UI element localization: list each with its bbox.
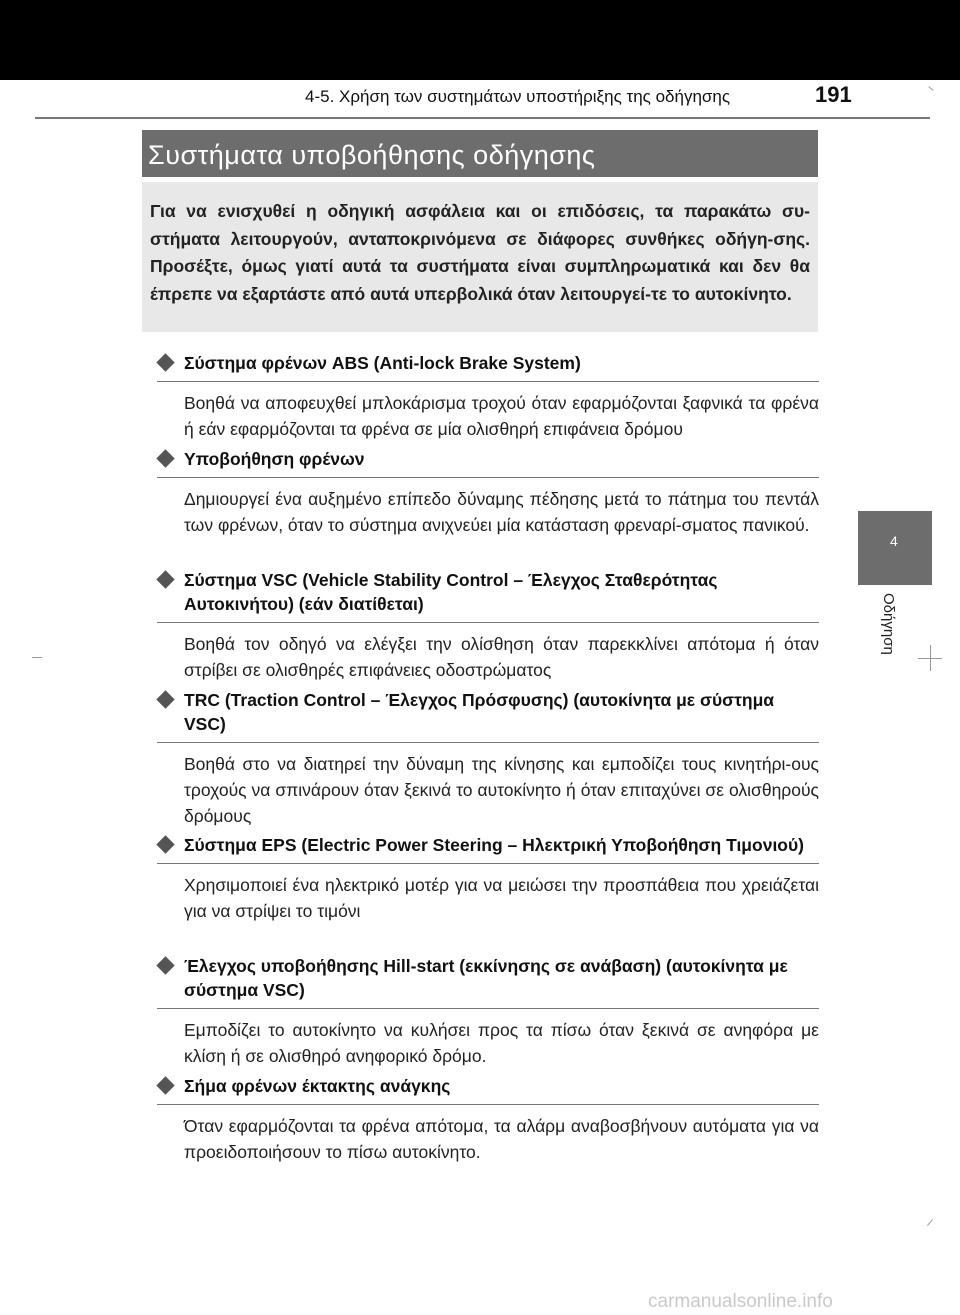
watermark: carmanualsonline.info (648, 1291, 833, 1312)
feature-description: Όταν εφαρμόζονται τα φρένα απότομα, τα αλάρμ αναβοσβήνουν αυτόματα για να προειδοποιήσουν το πίσω αυτοκίνητο. (184, 1116, 819, 1162)
crop-mark (927, 1219, 933, 1226)
feature-item-abs (157, 351, 819, 442)
feature-item-trc (157, 688, 819, 829)
feature-heading: TRC (Traction Control – Έλεγχος Πρόσφυσης) (αυτοκίνητα με σύστημα VSC) (184, 690, 775, 734)
section-title: Συστήματα υποβοήθησης οδήγησης (142, 130, 818, 177)
feature-item-vsc (157, 568, 819, 683)
chapter-number: 4 (890, 533, 898, 549)
feature-heading: Σύστημα VSC (Vehicle Stability Control – Έλεγχος Σταθερότητας Αυτοκινήτου) (εάν διατίθεται) (184, 570, 718, 614)
diamond-bullet-icon (156, 353, 174, 371)
header-divider (35, 117, 930, 119)
feature-divider (157, 742, 819, 743)
feature-heading: Υποβοήθηση φρένων (184, 449, 365, 469)
diamond-bullet-icon (156, 690, 174, 708)
feature-divider (157, 622, 819, 623)
feature-divider (157, 863, 819, 864)
chapter-label: Οδήγηση (880, 593, 897, 655)
diamond-bullet-icon (156, 1076, 174, 1094)
feature-heading: Σύστημα EPS (Electric Power Steering – Ηλεκτρική Υποβοήθηση Τιμονιού) (184, 835, 805, 855)
chapter-tab (858, 511, 932, 585)
feature-heading: Σύστημα φρένων ABS (Anti-lock Brake System) (184, 353, 581, 373)
feature-divider (157, 1008, 819, 1009)
crop-mark (32, 657, 42, 658)
feature-description: Χρησιμοποιεί ένα ηλεκτρικό μοτέρ για να μειώσει την προσπάθεια που χρειάζεται για να στρίψει το τιμόνι (184, 875, 819, 921)
feature-description: Εμποδίζει το αυτοκίνητο να κυλήσει προς τα πίσω όταν ξεκινά σε ανηφόρα με κλίση ή σε ολισθηρό ανηφορικό δρόμο. (184, 1020, 819, 1066)
feature-description: Βοηθά τον οδηγό να ελέγξει την ολίσθηση όταν παρεκκλίνει απότομα ή όταν στρίβει σε ολισθηρές επιφάνειες οδοστρώματος (184, 634, 819, 680)
feature-item-hill-start (157, 954, 819, 1069)
running-head: 4-5. Χρήση των συστημάτων υποστήριξης της οδήγησης (305, 87, 731, 106)
feature-divider (157, 477, 819, 478)
crop-mark (918, 658, 942, 659)
feature-item-brake-assist (157, 447, 819, 538)
feature-heading: Έλεγχος υποβοήθησης Hill-start (εκκίνησης σε ανάβαση) (αυτοκίνητα με σύστημα VSC) (184, 956, 788, 1000)
feature-description: Βοηθά να αποφευχθεί μπλοκάρισμα τροχού όταν εφαρμόζονται ξαφνικά τα φρένα ή εάν εφαρμόζονται τα φρένα σε μία ολισθηρή επιφάνεια δρόμου (184, 393, 819, 439)
diamond-bullet-icon (156, 956, 174, 974)
diamond-bullet-icon (156, 570, 174, 588)
top-black-band (0, 0, 960, 80)
feature-item-eps (157, 833, 819, 924)
page-number: 191 (815, 82, 852, 107)
feature-divider (157, 1104, 819, 1105)
feature-divider (157, 381, 819, 382)
intro-box (142, 182, 818, 332)
intro-text: Για να ενισχυθεί η οδηγική ασφάλεια και οι επιδόσεις, τα παρακάτω συ-στήματα λειτουργούν, ανταποκρινόμενα σε διάφορες συνθήκες οδήγη-σης. Προσέξτε, όμως γιατί αυτά τα συστήματα είναι συμπληρωματικά και δεν θα έπρεπε να εξαρτάστε από αυτά υπερβολικά όταν λειτουργεί-τε το αυτοκίνητο. (150, 201, 810, 304)
feature-description: Δημιουργεί ένα αυξημένο επίπεδο δύναμης πέδησης μετά το πάτημα του πεντάλ των φρένων, όταν το σύστημα ανιχνεύει μία κατάσταση φρεναρί-σματος πανικού. (184, 489, 819, 535)
feature-description: Βοηθά στο να διατηρεί την δύναμη της κίνησης και εμποδίζει τους κινητήρι-ους τροχούς να σπινάρουν όταν ξεκινά το αυτοκίνητο ή όταν επιταχύνει σε ολισθηρούς δρόμους (184, 754, 819, 826)
diamond-bullet-icon (156, 835, 174, 853)
feature-item-emergency-brake-signal (157, 1074, 819, 1165)
diamond-bullet-icon (156, 449, 174, 467)
crop-mark (928, 86, 933, 91)
feature-heading: Σήμα φρένων έκτακτης ανάγκης (184, 1076, 451, 1096)
